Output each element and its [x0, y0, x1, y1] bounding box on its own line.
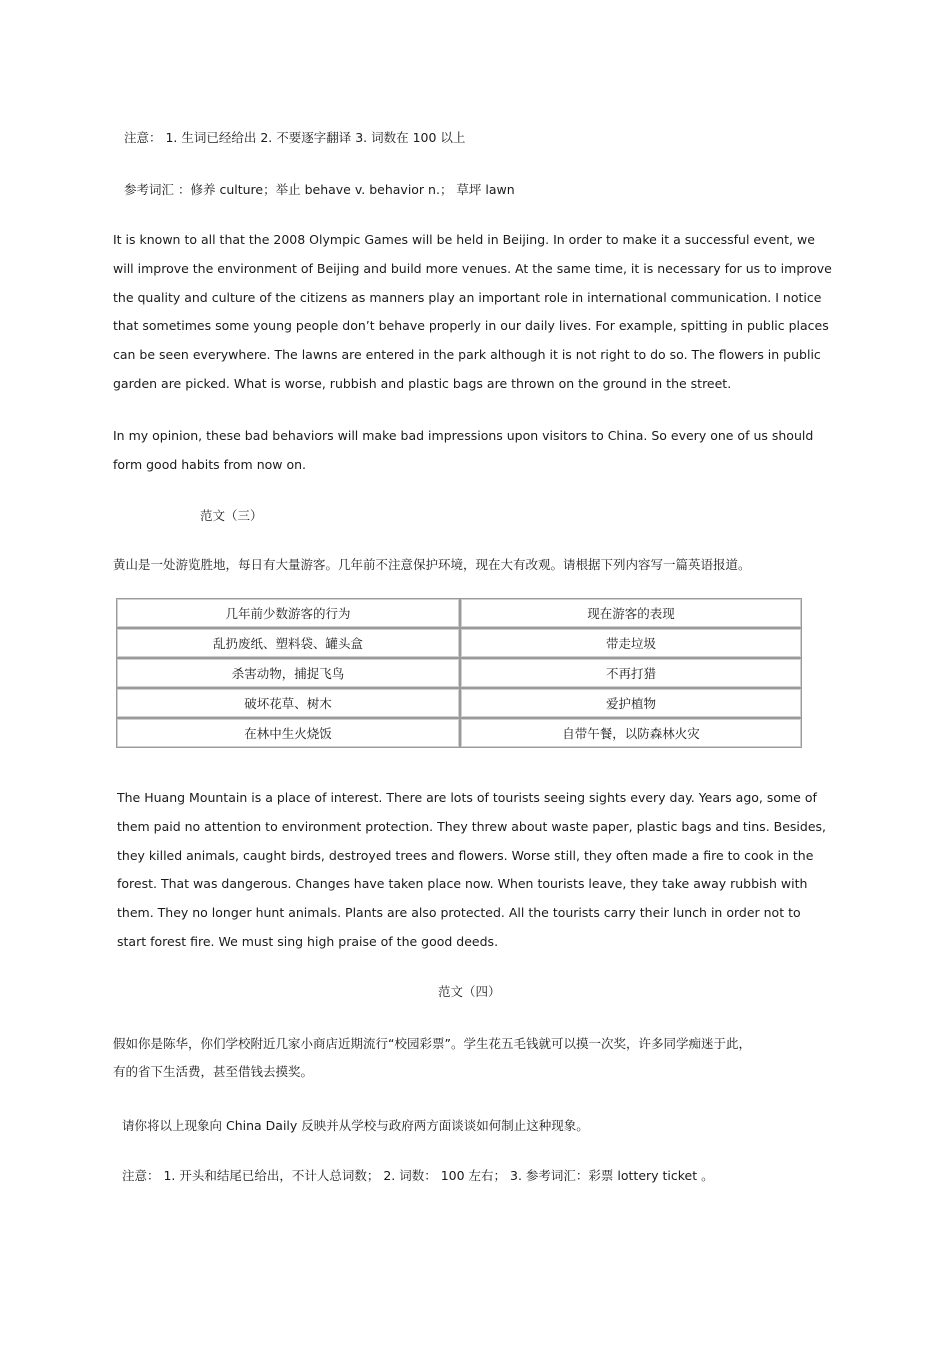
essay4-prompt-line-2: 有的省下生活费，甚至借钱去摸奖。 — [113, 1064, 314, 1079]
essay2-paragraph-2: In my opinion, these bad behaviors will make bad impressions upon visitors to China. So every one of us should form good habits from now on. — [113, 428, 814, 472]
essay3-answer: The Huang Mountain is a place of interest. There are lots of tourists seeing sights every day. Years ago, some of them paid no attention to environment protection. They threw about waste paper, plastic bags and tins. Besides, they killed animals, caught birds, destroyed trees and flowers. Worse still, they often made a fire to cook in the forest. That was dangerous. Changes have taken place now. When tourists leave, they take away rubbish with them. They no longer hunt animals. Plants are also protected. All the tourists carry their lunch in order not to start forest fire. We must sing high praise of the good deeds. — [117, 790, 827, 949]
vocabulary-line: 参考词汇 ：修养 culture；举止 behave v. behavior n.； 草坪 lawn — [124, 182, 515, 197]
table-cell: 不再打猎 — [460, 658, 802, 688]
essay3-prompt: 黄山是一处游览胜地，每日有大量游客。几年前不注意保护环境，现在大有改观。请根据下列内容写一篇英语报道。 — [113, 557, 751, 572]
essay3-heading: 范文（三） — [200, 508, 263, 523]
table-cell: 破坏花草、树木 — [116, 688, 460, 718]
table-cell: 乱扔废纸、塑料袋、罐头盒 — [116, 628, 460, 658]
table-row — [116, 628, 802, 658]
table-row — [116, 658, 802, 688]
comparison-table — [116, 598, 802, 748]
essay2-paragraph-1: It is known to all that the 2008 Olympic Games will be held in Beijing. In order to make it a successful event, we will improve the environment of Beijing and build more venues. At the same time, it is necessary for us to improve the quality and culture of the citizens as manners play an important role in international communication. I notice that sometimes some young people don’t behave properly in our daily lives. For example, spitting in public places can be seen everywhere. The lawns are entered in the park although it is not right to do so. The flowers in public garden are picked. What is worse, rubbish and plastic bags are thrown on the ground in the street. — [113, 232, 832, 391]
table-cell: 自带午餐，以防森林火灾 — [460, 718, 802, 748]
table-header-cell: 现在游客的表现 — [460, 598, 802, 628]
table-header-row — [116, 598, 802, 628]
table-cell: 爱护植物 — [460, 688, 802, 718]
essay4-note: 注意： 1. 开头和结尾已给出，不计人总词数； 2. 词数： 100 左右； 3. 参考词汇：彩票 lottery ticket 。 — [122, 1168, 714, 1183]
note-line: 注意： 1. 生词已经给出 2. 不要逐字翻译 3. 词数在 100 以上 — [124, 130, 466, 145]
table-cell: 杀害动物，捕捉飞鸟 — [116, 658, 460, 688]
table-row — [116, 688, 802, 718]
table-row — [116, 718, 802, 748]
table-cell: 在林中生火烧饭 — [116, 718, 460, 748]
table-cell: 带走垃圾 — [460, 628, 802, 658]
essay4-instruction: 请你将以上现象向 China Daily 反映并从学校与政府两方面谈谈如何制止这种现象。 — [122, 1118, 589, 1133]
table-header-cell: 几年前少数游客的行为 — [116, 598, 460, 628]
essay4-prompt-line-1: 假如你是陈华，你们学校附近几家小商店近期流行“校园彩票”。学生花五毛钱就可以摸一次奖，许多同学痴迷于此， — [113, 1036, 751, 1051]
essay4-heading: 范文（四） — [438, 984, 501, 999]
